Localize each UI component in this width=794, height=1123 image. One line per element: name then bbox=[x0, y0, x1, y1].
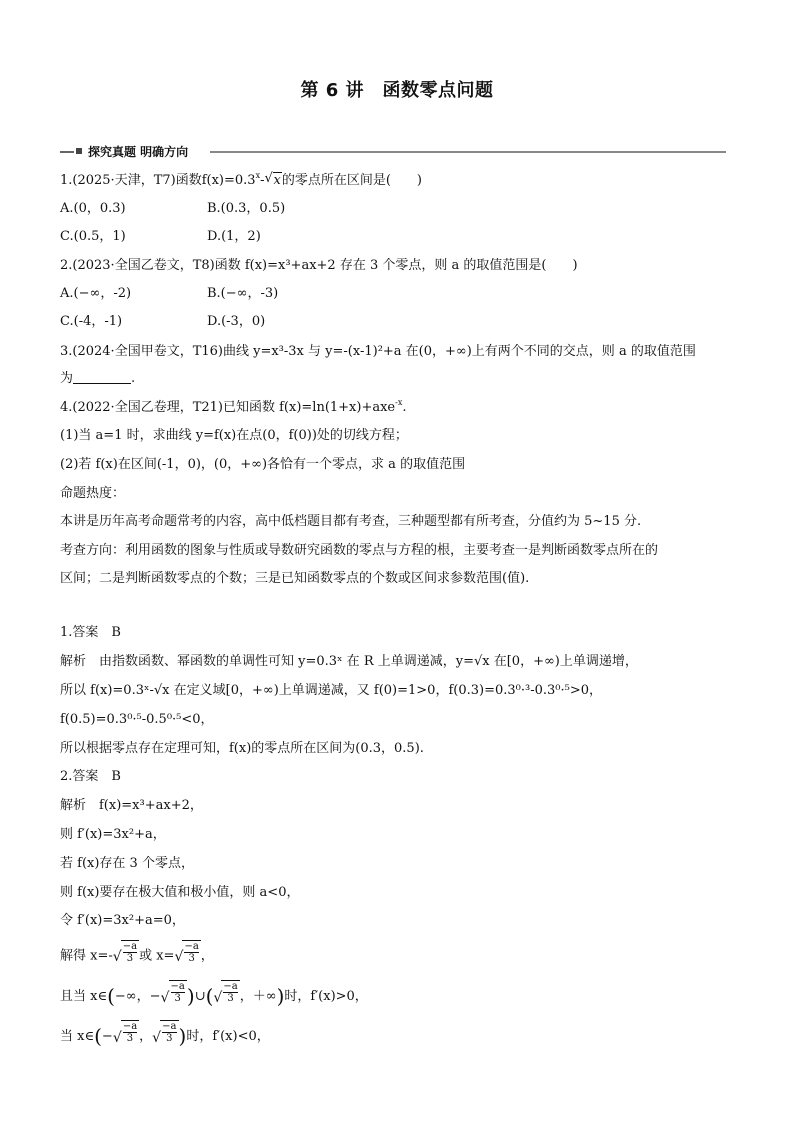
question-4-part-1: (1)当 a=1 时，求曲线 y=f(x)在点(0，f(0))处的切线方程； bbox=[60, 428, 408, 443]
question-4-head: 4.(2022·全国乙卷理，T21)已知函数 f(x)=ln(1+x)+axe bbox=[60, 400, 396, 415]
heat-label: 命题热度： bbox=[60, 486, 126, 501]
answer-1-line-1: 解析 由指数函数、幂函数的单调性可知 y=0.3ˣ 在 R 上单调递减，y=√x 在[0，+∞)上单调递增， bbox=[60, 654, 638, 669]
answer-2-line-4: 则 f(x)要存在极大值和极小值，则 a<0， bbox=[60, 885, 300, 900]
question-3-line-1: 3.(2024·全国甲卷文，T16)曲线 y=x³-3x 与 y=-(x-1)²+a 在(0，+∞)上有两个不同的交点，则 a 的取值范围 bbox=[60, 344, 696, 359]
interval-lead: 且当 x∈ bbox=[60, 989, 108, 1004]
frac-denominator: 3 bbox=[166, 1033, 173, 1044]
question-2: 2.(2023·全国乙卷文，T8)函数 f(x)=x³+ax+2 存在 3 个零点，则 a 的取值范围是( ) bbox=[60, 258, 578, 273]
q2-option-c: C.(-4，-1) bbox=[60, 314, 123, 329]
section-rule-right bbox=[210, 151, 726, 153]
q1-option-c: C.(0.5，1) bbox=[60, 229, 126, 244]
sqrt-fraction: √ $\frac{-a}{3}$ bbox=[152, 1021, 177, 1046]
q2-option-a: A.(−∞，-2) bbox=[60, 286, 132, 301]
frac-numerator: −a bbox=[162, 1021, 177, 1032]
sqrt-fraction: √ $\frac{-a}{3}$ bbox=[160, 981, 185, 1006]
question-1-tail: 的零点所在区间是( ) bbox=[281, 173, 422, 188]
section-label: 探究真题 明确方向 bbox=[88, 145, 189, 159]
sqrt-fraction: √ $\frac{-a}{3}$ bbox=[213, 981, 238, 1006]
solve-tail: ， bbox=[200, 948, 214, 964]
sqrt-fraction: √ $\frac{-a}{3}$ bbox=[174, 941, 199, 965]
answer-1-head: 1.答案 B bbox=[60, 625, 121, 640]
heat-text: 本讲是历年高考命题常考的内容，高中低档题目都有考查，三种题型都有所考查，分值约为 5~15 分. bbox=[60, 514, 642, 529]
q1-option-d: D.(1，2) bbox=[207, 229, 261, 244]
frac-denominator: 3 bbox=[174, 993, 181, 1004]
solve-lead: 解得 x=- bbox=[60, 948, 113, 964]
answer-2-line-3: 若 f(x)存在 3 个零点， bbox=[60, 856, 194, 871]
direction-line-2: 区间；二是判断函数零点的个数；三是已知函数零点的个数或区间求参数范围(值). bbox=[60, 571, 530, 586]
frac-denominator: 3 bbox=[126, 1033, 134, 1044]
q1-option-b: B.(0.3，0.5) bbox=[207, 201, 286, 216]
solve-or: 或 x= bbox=[139, 948, 175, 964]
frac-numerator: −a bbox=[122, 1021, 138, 1032]
interval-result: 时，f′(x)<0， bbox=[186, 1029, 270, 1044]
answer-2-line-6 bbox=[60, 940, 214, 972]
q2-option-b: B.(−∞，-3) bbox=[207, 286, 279, 301]
page-title: 第 6 讲 函数零点问题 bbox=[300, 80, 494, 101]
question-1-head: 1.(2025·天津，T7)函数 bbox=[60, 173, 202, 188]
answer-2-line-2: 则 f′(x)=3x²+a， bbox=[60, 827, 166, 842]
answer-2-line-1: 解析 f(x)=x³+ax+2， bbox=[60, 798, 203, 813]
question-4 bbox=[60, 399, 406, 417]
section-rule-left bbox=[60, 151, 74, 153]
answer-2-line-8: 当 x∈(− √ $\frac{-a}{3}$ ， √ $\frac{-a}{3}$ )时，f′(x)<0， bbox=[60, 1020, 270, 1053]
answer-2-line-7: 且当 x∈(−∞，− √ $\frac{-a}{3}$ )∪( √ $\frac{-a}{3}$ ，＋∞)时，f′(x)>0， bbox=[60, 980, 368, 1013]
direction-line-1: 考查方向：利用函数的图象与性质或导数研究函数的零点与方程的根，主要考查一是判断函数零点所在的 bbox=[60, 543, 659, 558]
section-header bbox=[60, 143, 726, 159]
question-4-part-2: (2)若 f(x)在区间(-1，0)，(0，+∞)各恰有一个零点，求 a 的取值范围 bbox=[60, 457, 466, 472]
frac-numerator: −a bbox=[184, 941, 199, 952]
frac-numerator: −a bbox=[223, 981, 238, 992]
question-1-function: f(x)=0.3 bbox=[201, 173, 256, 188]
frac-denominator: 3 bbox=[126, 953, 134, 964]
answer-1-line-2: 所以 f(x)=0.3ˣ-√x 在定义域[0，+∞)上单调递减，又 f(0)=1>0，f(0.3)=0.3⁰·³-0.3⁰·⁵>0， bbox=[60, 683, 602, 698]
frac-denominator: 3 bbox=[188, 953, 195, 964]
question-3-lead: 为 bbox=[60, 371, 74, 386]
square-bullet-icon bbox=[76, 148, 82, 154]
answer-2-head: 2.答案 B bbox=[60, 769, 121, 784]
q2-option-d: D.(-3，0) bbox=[207, 314, 266, 329]
frac-numerator: −a bbox=[170, 981, 185, 992]
frac-numerator: −a bbox=[122, 941, 138, 952]
sqrt-x: √ x bbox=[264, 171, 281, 188]
interval-lead: 当 x∈ bbox=[60, 1029, 95, 1044]
q1-option-a: A.(0，0.3) bbox=[60, 201, 126, 216]
answer-1-line-4: 所以根据零点存在定理可知，f(x)的零点所在区间为(0.3，0.5). bbox=[60, 741, 424, 756]
answer-2-line-5: 令 f′(x)=3x²+a=0， bbox=[60, 913, 185, 928]
sqrt-fraction: √ $\frac{-a}{3}$ bbox=[112, 1021, 138, 1046]
sqrt-fraction: √ $\frac{-a}{3}$ bbox=[112, 941, 138, 965]
interval-result: 时，f′(x)>0， bbox=[284, 989, 368, 1004]
question-4-exponent: -x bbox=[395, 398, 403, 407]
answer-1-line-3: f(0.5)=0.3⁰·⁵-0.5⁰·⁵<0， bbox=[60, 712, 214, 727]
question-1: 1.(2025·天津，T7)函数$f(x)=0.3^x-$ √ x的零点所在区间是( ) bbox=[60, 171, 422, 188]
question-4-tail: . bbox=[402, 400, 407, 415]
answer-blank bbox=[73, 371, 131, 384]
frac-denominator: 3 bbox=[227, 993, 234, 1004]
question-3-line-2: 为 . bbox=[60, 371, 136, 386]
